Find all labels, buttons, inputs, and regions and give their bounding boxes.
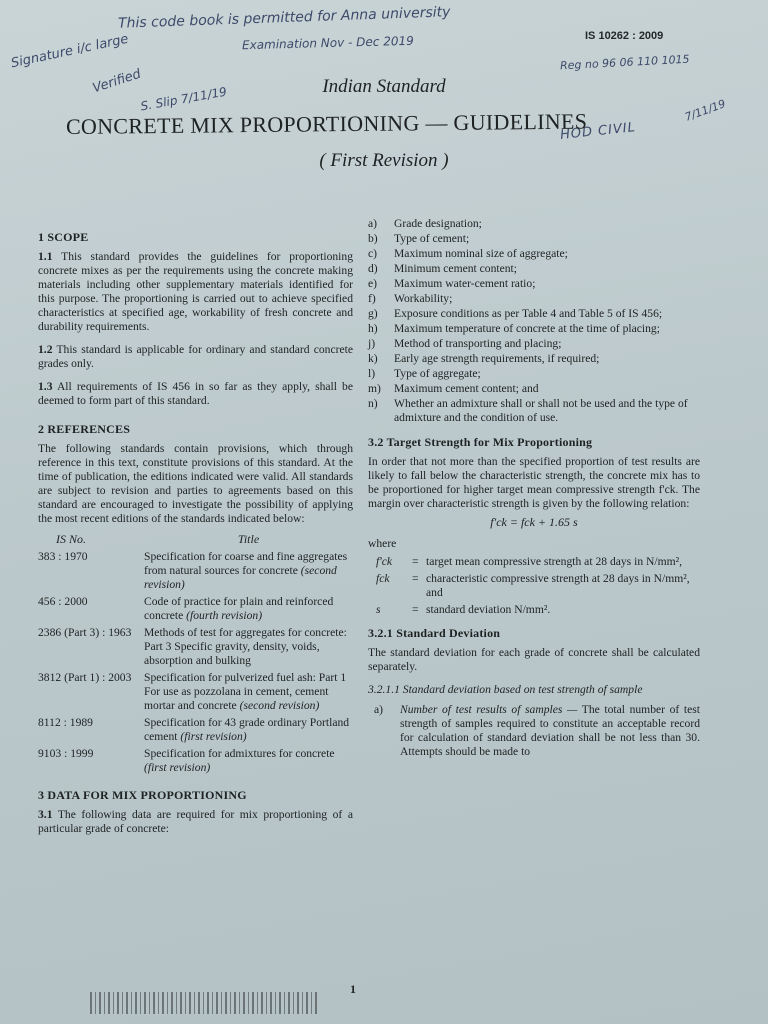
std-dev-item <box>368 703 700 759</box>
column-header-is-no: IS No. <box>56 532 86 546</box>
standard-title: Specification for admixtures for concrete (first revision) <box>144 747 335 774</box>
list-item: b) Type of cement; <box>368 232 470 245</box>
where-label: where <box>368 537 397 550</box>
std-dev-paragraph: The standard deviation for each grade of concrete shall be calculated separately. <box>368 646 700 673</box>
list-item: h) Maximum temperature of concrete at the time of placing; <box>368 322 660 335</box>
scope-paragraph-1 <box>38 250 353 334</box>
data-section-heading: 3 DATA FOR MIX PROPORTIONING <box>38 788 247 802</box>
standard-title: Methods of test for aggregates for concrete: Part 3 Specific gravity, density, voids, absorption and bulking <box>144 626 347 667</box>
definition-row: s = standard deviation N/mm². <box>376 603 551 616</box>
list-item: e) Maximum water-cement ratio; <box>368 277 536 290</box>
handwritten-hod: HOD CIVIL <box>559 120 637 143</box>
item-label: a) <box>374 703 384 716</box>
clause-number: 1.3 <box>38 380 53 393</box>
is-number: 383 : 1970 <box>38 550 88 563</box>
standard-number: IS 10262 : 2009 <box>585 30 664 42</box>
std-dev-sub-heading: 3.2.1.1 Standard deviation based on test strength of sample <box>368 683 643 696</box>
revision-label: ( First Revision ) <box>319 150 449 171</box>
clause-number: 1.1 <box>38 250 53 263</box>
item-title: Number of test results of samples — <box>400 703 578 716</box>
handwritten-signature: S. Slip 7/11/19 <box>139 84 228 114</box>
table-row <box>38 747 353 778</box>
references-heading: 2 REFERENCES <box>38 422 131 436</box>
clause-number: 1.2 <box>38 343 53 356</box>
references-intro: The following standards contain provisions, which through reference in this text, constitute provisions of this standard. At the time of publication, the editions indicated were valid. All standards are subject to revision and parties to agreements based on this standard are encouraged to investigate the possibility of applying the most recent editions of the standards indicated below: <box>38 442 353 525</box>
standard-title: Specification for coarse and fine aggregates from natural sources for concrete (second revision) <box>144 550 348 591</box>
clause-text: This standard is applicable for ordinary and standard concrete grades only. <box>38 343 353 370</box>
table-row <box>38 716 353 747</box>
mix-data-list <box>368 217 700 425</box>
target-strength-paragraph: In order that not more than the specified proportion of test results are likely to fall below the characteristic strength, the concrete mix has to be proportioned for higher target mean compressive strength f'ck. The margin over characteristic strength is given by the following relation: <box>368 455 700 510</box>
left-column <box>38 230 353 845</box>
item-text: The total number of test strength of samples required to constitute an acceptable record for calculation of standard deviation shall be not less than 30. Attempts should be made to <box>400 703 700 758</box>
scope-paragraph-2 <box>38 343 353 371</box>
list-item: g) Exposure conditions as per Table 4 and Table 5 of IS 456; <box>368 307 663 320</box>
list-item: k) Early age strength requirements, if required; <box>368 352 600 365</box>
list-item: m) Maximum cement content; and <box>368 382 539 395</box>
table-row <box>38 550 353 595</box>
handwritten-note-exam: Examination Nov - Dec 2019 <box>241 33 414 53</box>
clause-number: 3.1 <box>38 808 53 821</box>
is-number: 2386 (Part 3) : 1963 <box>38 626 132 639</box>
is-number: 456 : 2000 <box>38 595 88 608</box>
scope-heading: 1 SCOPE <box>38 230 89 244</box>
is-number: 3812 (Part 1) : 2003 <box>38 671 132 684</box>
is-number: 9103 : 1999 <box>38 747 94 760</box>
list-item: a) Grade designation; <box>368 217 482 230</box>
standard-title: Code of practice for plain and reinforced concrete (fourth revision) <box>144 595 334 622</box>
clause-text: All requirements of IS 456 in so far as they apply, shall be deemed to form part of this standard. <box>38 380 354 407</box>
target-strength-formula: f'ck = fck + 1.65 s <box>490 515 578 529</box>
handwritten-hod-date: 7/11/19 <box>683 97 728 124</box>
standard-label: Indian Standard <box>322 76 446 97</box>
list-item: l) Type of aggregate; <box>368 367 481 380</box>
is-number: 8112 : 1989 <box>38 716 93 729</box>
table-row <box>38 595 353 626</box>
page-number: 1 <box>350 982 356 996</box>
definition-row: fck = characteristic compressive strength at 28 days in N/mm², and <box>376 572 690 599</box>
handwritten-reg-note: Reg no 96 06 110 1015 <box>559 52 690 73</box>
list-item: n) Whether an admixture shall or shall not be used and the type of admixture and the condition of use. <box>368 397 688 424</box>
table-row <box>38 626 353 671</box>
list-item: d) Minimum cement content; <box>368 262 517 275</box>
standard-title: Specification for 43 grade ordinary Portland cement (first revision) <box>144 716 350 743</box>
list-item: c) Maximum nominal size of aggregate; <box>368 247 568 260</box>
clause-text: The following data are required for mix proportioning of a particular grade of concrete: <box>38 808 353 835</box>
definition-row: f'ck = target mean compressive strength at 28 days in N/mm², <box>376 555 683 568</box>
standard-title: Specification for pulverized fuel ash: Part 1 For use as pozzolana in cement, cement mortar and concrete (second revision) <box>144 671 347 712</box>
column-header-title: Title <box>237 532 260 546</box>
handwritten-note-permission: This code book is permitted for Anna university <box>117 4 451 32</box>
handwritten-note-left: Signature i/c large <box>9 31 130 72</box>
handwritten-verified: Verified <box>90 66 143 97</box>
right-column <box>368 217 700 768</box>
symbol-definitions <box>368 555 700 620</box>
data-section-paragraph <box>38 808 353 836</box>
scan-artifact-strip <box>90 992 320 1014</box>
table-row <box>38 671 353 716</box>
clause-text: This standard provides the guidelines for proportioning concrete mixes as per the requirements using the concrete making materials including other supplementary materials identified for this purpose. The proportioning is carried out to achieve specified characteristics at specified age, workability of fresh concrete and durability requirements. <box>38 250 353 333</box>
references-table <box>38 532 353 778</box>
std-dev-heading: 3.2.1 Standard Deviation <box>368 626 501 640</box>
target-strength-heading: 3.2 Target Strength for Mix Proportioning <box>368 435 593 449</box>
list-item: j) Method of transporting and placing; <box>368 337 562 350</box>
list-item: f) Workability; <box>368 292 453 305</box>
scope-paragraph-3 <box>38 380 353 408</box>
document-title: CONCRETE MIX PROPORTIONING — GUIDELINES <box>65 108 588 139</box>
